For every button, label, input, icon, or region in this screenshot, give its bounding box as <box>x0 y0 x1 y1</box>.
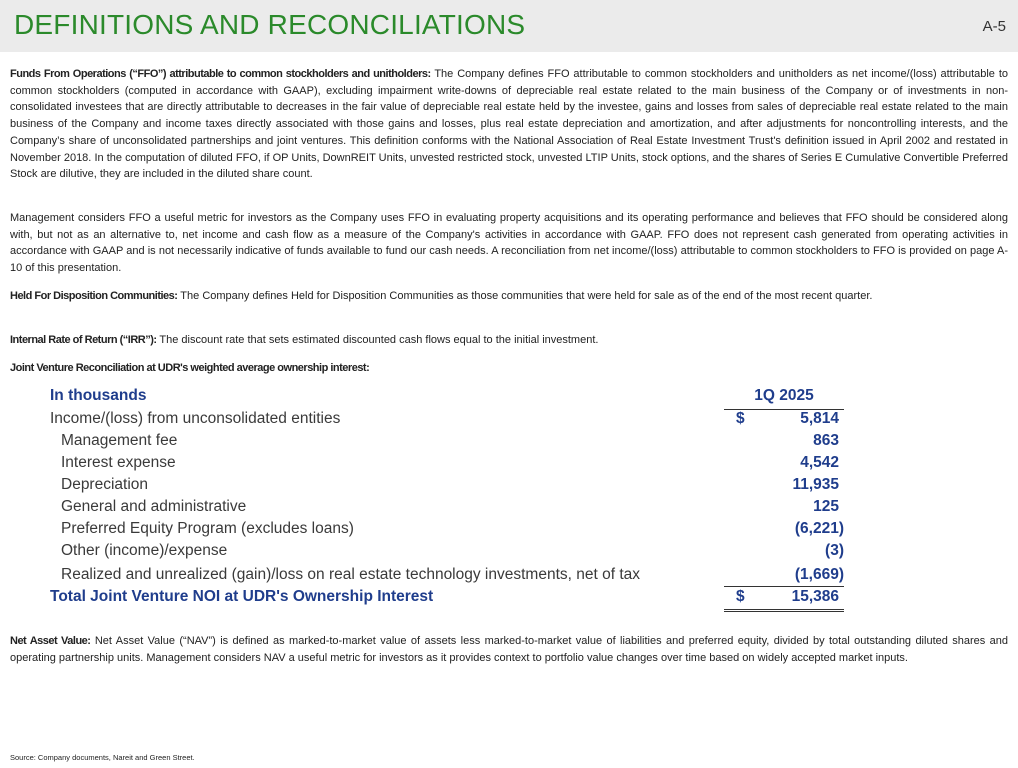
row-value: (1,669) <box>794 566 844 583</box>
table-total-row <box>46 588 846 610</box>
table-row <box>46 520 846 542</box>
held-for-disposition-text: The Company defines Held for Disposition Communities as those communities that were held for sale as of the end of the most recent quarter. <box>177 290 873 302</box>
row-label: Preferred Equity Program (excludes loans) <box>61 520 354 537</box>
ffo-text: The Company defines FFO attributable to common stockholders and unitholders as net income/(loss) attributable to common stockholders (computed in accordance with GAAP), excluding impairment write-downs of depreciable real estate related to the main business of the Company or of investments in non-consolidated investees that are directly attributable to decreases in the fair value of depreciable real estate held by the investee, gains and losses from sales of depreciable real estate related to the main business of the Company and income taxes directly associated with those gains and losses, plus real estate depreciation and amortization, and after adjustments for noncontrolling interests, and the Company’s share of unconsolidated partnerships and joint ventures. This definition conforms with the National Association of Real Estate Investment Trust's definition issued in April 2002 and restated in November 2018. In the computation of diluted FFO, if OP Units, DownREIT Units, unvested restricted stock, unvested LTIP Units, stock options, and the shares of Series E Cumulative Convertible Preferred Stock are dilutive, they are included in the diluted share count. <box>10 68 1008 181</box>
table-row <box>46 542 846 564</box>
dollar-sign: $ <box>736 410 745 427</box>
held-for-disposition-term: Held For Disposition Communities: <box>10 290 178 302</box>
table-row <box>46 498 846 520</box>
row-value: 11,935 <box>792 476 839 493</box>
irr-definition <box>10 332 1008 349</box>
table-period-header: 1Q 2025 <box>754 387 814 404</box>
row-label: Depreciation <box>61 476 149 493</box>
table-header-row <box>46 387 846 409</box>
nav-term: Net Asset Value: <box>10 635 91 647</box>
row-value: (3) <box>825 542 844 559</box>
row-value: 863 <box>813 432 839 449</box>
held-for-disposition-definition <box>10 288 1008 305</box>
page-header <box>0 0 1018 52</box>
source-note: Source: Company documents, Nareit and Green Street. <box>10 753 195 762</box>
row-value: 125 <box>813 498 839 515</box>
ffo-management-paragraph: Management considers FFO a useful metric for investors as the Company uses FFO in evaluating property acquisitions and its operating performance and believes that FFO should be considered along with, but not as an alternative to, net income and cash flow as a measure of the Company's activities in accordance with GAAP. FFO does not represent cash generated from operating activities in accordance with GAAP and is not necessarily indicative of funds available to fund our cash needs. A reconciliation from net income/(loss) attributable to common stockholders to FFO is provided on page A-10 of this presentation. <box>10 212 1008 275</box>
ffo-term: Funds From Operations (“FFO”) attributable to common stockholders and unitholders: <box>10 68 431 80</box>
row-label: Interest expense <box>61 454 176 471</box>
total-double-rule-bottom <box>724 611 844 612</box>
table-row <box>46 432 846 454</box>
row-label: Management fee <box>61 432 178 449</box>
row-label: Income/(loss) from unconsolidated entities <box>50 410 341 427</box>
page-title: DEFINITIONS AND RECONCILIATIONS <box>14 9 526 40</box>
row-value: 4,542 <box>800 454 839 471</box>
jv-reconciliation-table <box>46 387 846 615</box>
row-label: Other (income)/expense <box>61 542 228 559</box>
jv-reconciliation-heading <box>10 360 1008 377</box>
total-double-rule-top <box>724 609 844 610</box>
dollar-sign: $ <box>736 588 745 605</box>
subtotal-rule <box>724 586 844 587</box>
nav-definition <box>10 633 1008 666</box>
table-row <box>46 410 846 432</box>
irr-text: The discount rate that sets estimated discounted cash flows equal to the initial investment. <box>156 334 599 346</box>
row-value: (6,221) <box>794 520 844 537</box>
irr-term: Internal Rate of Return (“IRR”): <box>10 334 157 346</box>
page-number: A-5 <box>982 18 1006 35</box>
nav-text: Net Asset Value (“NAV”) is defined as marked-to-market value of assets less marked-to-market value of liabilities and preferred equity, divided by total outstanding diluted shares and operating partnership units. Management considers NAV a useful metric for investors as it provides context to portfolio value changes over time based on widely accepted market inputs. <box>10 635 1009 664</box>
table-row <box>46 476 846 498</box>
row-label: General and administrative <box>61 498 247 515</box>
ffo-definition <box>10 66 1008 183</box>
row-value: 5,814 <box>800 410 839 427</box>
table-header-label: In thousands <box>50 387 147 404</box>
total-value: 15,386 <box>791 588 839 605</box>
total-label: Total Joint Venture NOI at UDR's Ownership Interest <box>50 588 434 605</box>
jv-reconciliation-term: Joint Venture Reconciliation at UDR's weighted average ownership interest: <box>10 362 370 374</box>
row-label: Realized and unrealized (gain)/loss on real estate technology investments, net of tax <box>61 566 641 583</box>
table-row <box>46 454 846 476</box>
table-row <box>46 566 846 588</box>
